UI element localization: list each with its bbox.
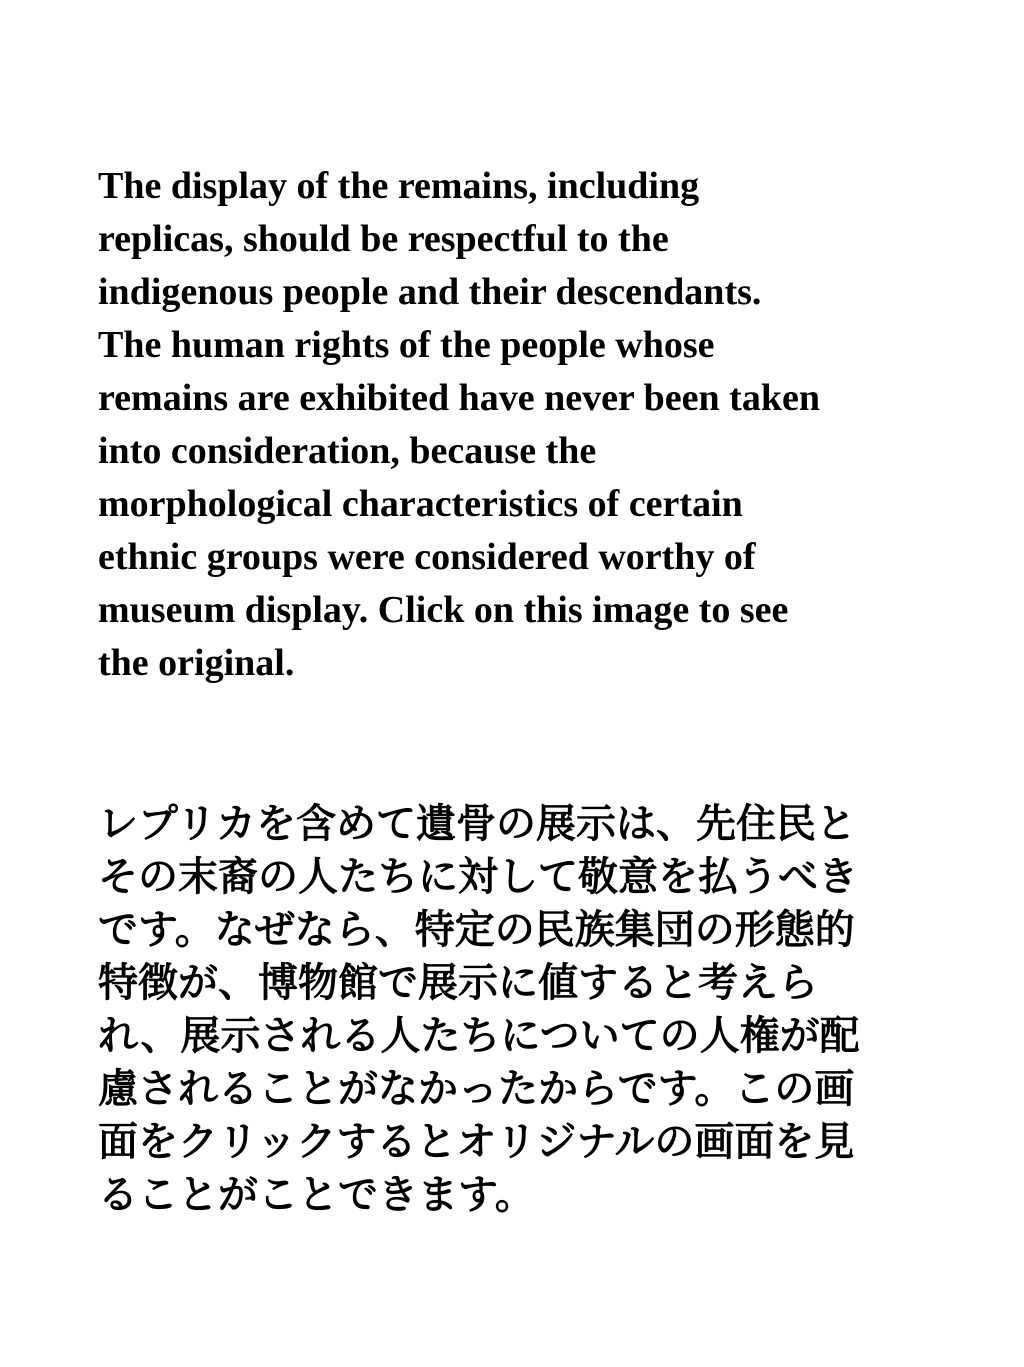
english-caption: The display of the remains, including replicas, should be respectful to the indigenous people and their descendants. The human rights of the people whose remains are exhibited have never been taken into consideration, because the morphological characteristics of certain ethnic groups were considered worthy of museum display. Click on this image to see the original.: [98, 165, 820, 684]
japanese-caption: レプリカを含めて遺骨の展示は、先住民と その末裔の人たちに対して敬意を払うべき です。なぜなら、特定の民族集団の形態的 特徴が、博物館で展示に値すると考えら れ、展示される人たちについての人権が配 慮されることがなかったからです。この画 面をクリックするとオリジナルの画面を見 ることがことできます。: [98, 800, 860, 1218]
